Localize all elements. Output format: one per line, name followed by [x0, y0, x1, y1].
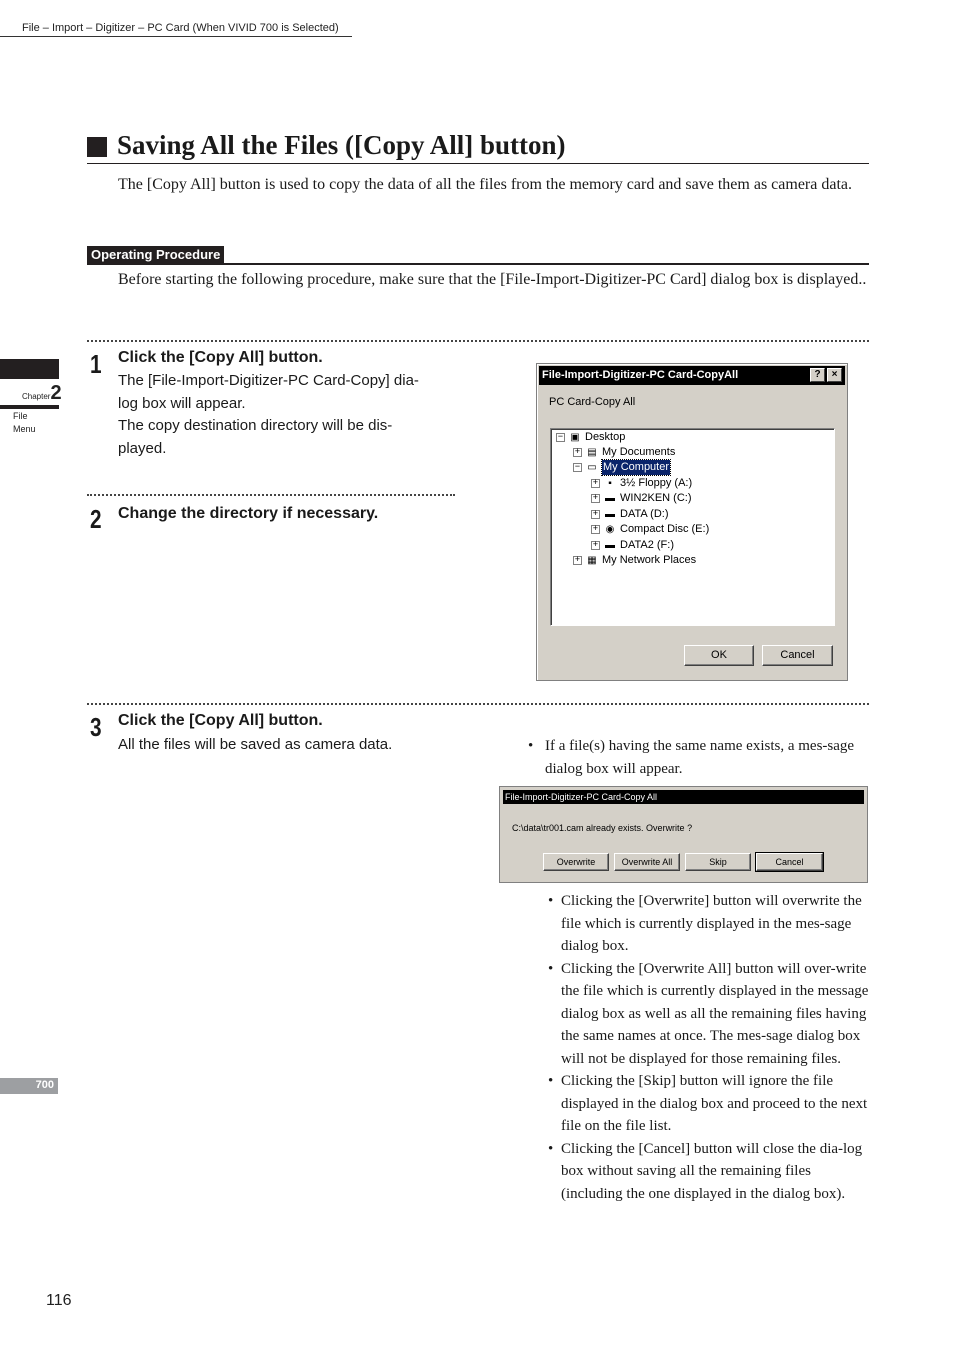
expand-icon[interactable]: + [592, 478, 599, 488]
step-body-line: played. [118, 439, 167, 457]
step-divider [87, 703, 869, 705]
tree-item-drive-e[interactable] [591, 522, 709, 537]
breadcrumb: File – Import – Digitizer – PC Card (When VIVID 700 is Selected) [22, 22, 339, 34]
section-title: Saving All the Files ([Copy All] button) [117, 130, 566, 160]
collapse-icon[interactable]: − [574, 462, 581, 472]
step-number: 2 [90, 504, 102, 534]
bullet-icon: • [548, 1073, 554, 1089]
chapter-divider [0, 405, 59, 409]
drive-icon: ▬ [605, 508, 615, 520]
tree-item-label: Desktop [585, 431, 626, 443]
drive-icon: ▬ [605, 492, 615, 504]
list-item [548, 890, 870, 958]
tree-item-label: Compact Disc (E:) [620, 523, 710, 535]
step-number: 3 [90, 712, 102, 742]
step-number: 1 [90, 349, 102, 379]
tree-item-network[interactable] [573, 553, 696, 568]
button-explanations [548, 890, 870, 1205]
collapse-icon[interactable]: − [557, 432, 564, 442]
step-title: Click the [Copy All] button. [118, 712, 323, 729]
cancel-button[interactable]: Cancel [762, 645, 833, 666]
bullet-icon: • [548, 960, 554, 977]
tree-item-my-documents[interactable] [573, 445, 675, 460]
dialog-title: File-Import-Digitizer-PC Card-CopyAll [542, 369, 739, 381]
list-item-text: Clicking the [Overwrite] button will overwrite the file which is currently displayed in the mes-sage dialog box. [561, 893, 862, 954]
model-badge-text: 700 [35, 1079, 54, 1091]
section-intro: The [Copy All] button is used to copy the data of all the files from the memory card and save them as camera data. [118, 176, 852, 193]
chapter-word: Chapter [22, 392, 51, 401]
step-body [118, 370, 458, 460]
running-header [0, 21, 352, 37]
tree-item-label: My Documents [602, 446, 676, 458]
expand-icon[interactable]: + [592, 524, 599, 534]
same-name-note [528, 735, 858, 780]
expand-icon[interactable]: + [592, 493, 599, 503]
dialog-label: PC Card-Copy All [549, 396, 636, 408]
tree-item-floppy[interactable] [591, 476, 692, 491]
desktop-icon: ▣ [570, 431, 580, 443]
drive-icon: ▬ [605, 539, 615, 551]
chapter-number: 2 [50, 382, 62, 404]
overwrite-dialog [499, 786, 868, 883]
chapter-menu-name [13, 410, 36, 436]
list-item [548, 1138, 870, 1206]
help-icon[interactable]: ? [810, 368, 825, 382]
step-divider [87, 494, 455, 496]
tree-item-label: WIN2KEN (C:) [620, 492, 692, 504]
list-item-text: Clicking the [Overwrite All] button will over-write the file which is currently displayed in the message dialog box as well as all the remaining files having the same names at once. The mes-sage dialog box will not be displayed for those remaining files. [561, 960, 869, 1067]
step-divider [87, 340, 869, 342]
page-number: 116 [46, 1292, 72, 1309]
cancel-button[interactable]: Cancel [756, 853, 823, 871]
skip-button[interactable]: Skip [685, 853, 751, 871]
folder-icon: ▤ [587, 446, 597, 458]
tree-item-drive-d[interactable] [591, 507, 668, 522]
bullet-icon: • [528, 738, 534, 754]
dialog-title-bar [539, 366, 845, 385]
ok-button[interactable]: OK [684, 645, 754, 666]
network-icon: ▦ [587, 554, 597, 566]
list-item [548, 1070, 870, 1138]
tree-item-label-selected: My Computer [603, 461, 670, 473]
tree-item-label: DATA (D:) [620, 508, 669, 520]
cd-icon: ◉ [605, 523, 615, 535]
expand-icon[interactable]: + [574, 555, 581, 565]
step-title: Change the directory if necessary. [118, 505, 379, 522]
bullet-icon: • [548, 1140, 554, 1157]
floppy-icon: ▪ [608, 477, 612, 489]
expand-icon[interactable]: + [592, 540, 599, 550]
procedure-text: Before starting the following procedure, make sure that the [File-Import-Digitizer-PC Card] dialog box is displayed.. [118, 271, 867, 288]
expand-icon[interactable]: + [574, 447, 581, 457]
dialog-message: C:\data\tr001.cam already exists. Overwrite ? [512, 823, 693, 833]
step-body-line: log box will appear. [118, 394, 246, 412]
menu-line-2: Menu [13, 424, 36, 434]
tree-item-my-computer[interactable] [573, 460, 670, 475]
list-item-text: Clicking the [Skip] button will ignore the file displayed in the dialog box and proceed to the next file on the file list. [561, 1073, 868, 1134]
section-marker-icon [87, 137, 107, 157]
chapter-tab [0, 359, 59, 379]
step-title: Click the [Copy All] button. [118, 349, 323, 366]
tree-item-label: 3½ Floppy (A:) [620, 477, 693, 489]
overwrite-button[interactable]: Overwrite [543, 853, 609, 871]
directory-tree[interactable] [550, 428, 835, 626]
list-item-text: Clicking the [Cancel] button will close the dia-log box without saving all the remaining files (including the one displayed in the dialog box). [561, 1140, 863, 1202]
step-body-line: The [File-Import-Digitizer-PC Card-Copy] dia- [118, 372, 419, 389]
tree-item-label: My Network Places [602, 554, 697, 566]
tree-item-label: DATA2 (F:) [620, 539, 674, 551]
procedure-rule [87, 263, 869, 265]
step-body-line: The copy destination directory will be dis- [118, 417, 393, 434]
chapter-label [22, 382, 62, 405]
tree-item-desktop[interactable] [556, 430, 625, 445]
menu-line-1: File [13, 411, 28, 421]
close-icon[interactable]: × [827, 368, 842, 382]
copy-all-dialog [536, 363, 848, 681]
expand-icon[interactable]: + [592, 509, 599, 519]
note-text: If a file(s) having the same name exists, a mes-sage dialog box will appear. [545, 738, 855, 777]
procedure-label: Operating Procedure [87, 246, 224, 263]
tree-item-drive-f[interactable] [591, 538, 674, 553]
list-item [548, 958, 870, 1071]
overwrite-all-button[interactable]: Overwrite All [614, 853, 680, 871]
bullet-icon: • [548, 893, 554, 909]
title-rule [87, 163, 869, 164]
computer-icon: ▭ [587, 461, 597, 473]
model-badge [0, 1078, 58, 1094]
dialog-title: File-Import-Digitizer-PC Card-Copy All [503, 790, 864, 804]
step-body: All the files will be saved as camera data. [118, 736, 393, 753]
tree-item-drive-c[interactable] [591, 491, 692, 506]
